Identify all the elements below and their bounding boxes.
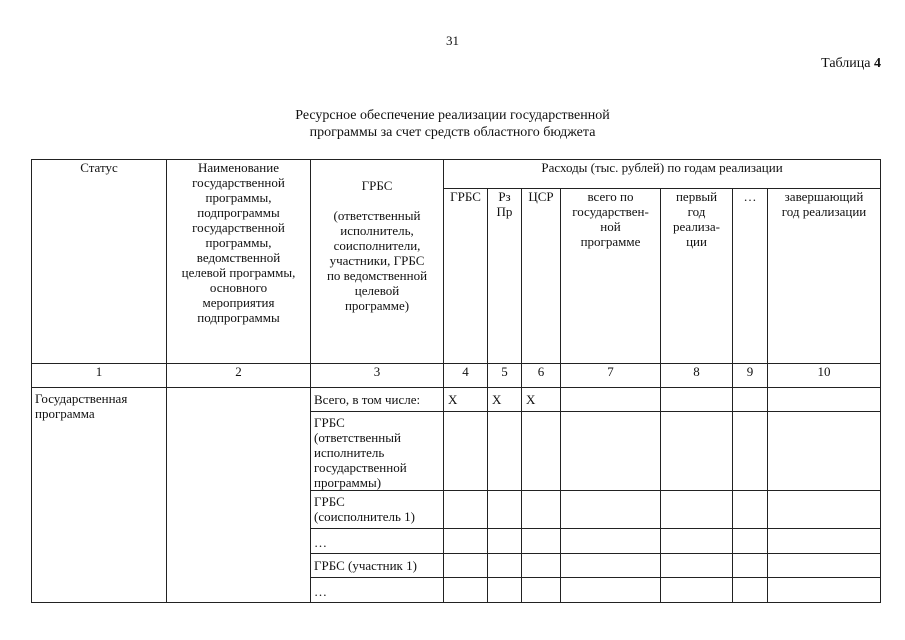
document-title — [0, 107, 905, 141]
header-expenses: Расходы (тыс. рублей) по годам реализации — [444, 160, 881, 189]
csr-mark: X — [522, 388, 561, 412]
value-cell — [733, 388, 768, 412]
header-sub-final-line: завершающий — [784, 189, 864, 204]
row-grbs-participant: ГРБС (участник 1) — [311, 554, 444, 578]
row-line: программы) — [314, 475, 382, 490]
row-line: ГРБС — [314, 415, 345, 430]
column-number: 1 — [32, 364, 167, 388]
header-sub-dots: … — [733, 189, 768, 364]
header-grbs — [311, 160, 444, 364]
value-cell — [768, 388, 881, 412]
column-number: 10 — [768, 364, 881, 388]
header-sub-first-year — [661, 189, 733, 364]
page-number: 31 — [446, 33, 459, 48]
header-sub-first-line: ции — [686, 234, 707, 249]
header-sub-rzpr-line: Пр — [496, 204, 513, 219]
header-sub-total-line: государствен- — [572, 204, 649, 219]
table-label-word: Таблица — [821, 56, 871, 71]
header-grbs-line: целевой — [354, 283, 400, 298]
column-number: 6 — [522, 364, 561, 388]
header-name-line: государственной — [192, 220, 285, 235]
column-number: 8 — [661, 364, 733, 388]
header-name-line: программы, — [205, 190, 272, 205]
column-number-row — [32, 364, 881, 388]
title-line-2: программы за счет средств областного бюджета — [309, 125, 596, 140]
title-line-1: Ресурсное обеспечение реализации государственной — [295, 108, 610, 123]
header-status: Статус — [32, 160, 167, 364]
column-number: 7 — [561, 364, 661, 388]
rzpr-mark: X — [488, 388, 522, 412]
header-grbs-line: программе) — [344, 298, 410, 313]
header-sub-total-line: ной — [600, 219, 621, 234]
header-name-line: государственной — [192, 175, 285, 190]
column-number: 3 — [311, 364, 444, 388]
row-ellipsis: … — [311, 578, 444, 603]
row-grbs-responsible — [311, 412, 444, 491]
header-name-line: подпрограммы — [197, 205, 280, 220]
row-ellipsis: … — [311, 529, 444, 554]
header-sub-total-line: программе — [580, 234, 641, 249]
header-grbs-title: ГРБС — [361, 178, 393, 193]
header-name-line: программы, — [205, 235, 272, 250]
value-cell — [661, 388, 733, 412]
value-cell — [561, 388, 661, 412]
header-name-line: целевой программы, — [181, 265, 296, 280]
header-grbs-line: (ответственный — [333, 208, 421, 223]
header-sub-final-line: год реализации — [781, 204, 867, 219]
header-sub-total — [561, 189, 661, 364]
header-sub-grbs: ГРБС — [444, 189, 488, 364]
header-name-line: ведомственной — [196, 250, 281, 265]
grbs-mark: X — [444, 388, 488, 412]
header-grbs-line: участники, ГРБС — [329, 253, 425, 268]
header-grbs-line: соисполнители, — [333, 238, 421, 253]
header-name — [167, 160, 311, 364]
column-number: 9 — [733, 364, 768, 388]
header-sub-first-line: первый — [675, 189, 718, 204]
header-sub-csr: ЦСР — [522, 189, 561, 364]
row-line: исполнитель — [314, 445, 385, 460]
column-number: 5 — [488, 364, 522, 388]
row-grbs-coexecutor — [311, 491, 444, 529]
header-sub-total-line: всего по — [587, 189, 634, 204]
header-grbs-line: исполнитель, — [340, 223, 414, 238]
status-cell: Государственная программа — [32, 388, 167, 603]
header-sub-first-line: реализа- — [673, 219, 720, 234]
header-sub-rzpr — [488, 189, 522, 364]
row-line: (соисполнитель 1) — [314, 509, 415, 524]
row-total-label: Всего, в том числе: — [311, 388, 444, 412]
name-cell — [167, 388, 311, 603]
header-sub-final-year — [768, 189, 881, 364]
header-grbs-line: по ведомственной — [326, 268, 428, 283]
column-number: 4 — [444, 364, 488, 388]
header-name-line: Наименование — [198, 160, 279, 175]
table-row — [32, 388, 881, 412]
row-line: ГРБС — [314, 494, 345, 509]
table-label-number: 4 — [874, 56, 881, 71]
resource-table — [31, 159, 881, 603]
header-sub-rzpr-line: Рз — [498, 189, 511, 204]
header-name-line: основного — [209, 280, 268, 295]
row-line: (ответственный — [314, 430, 401, 445]
column-number: 2 — [167, 364, 311, 388]
table-label — [821, 56, 881, 72]
header-sub-first-line: год — [687, 204, 706, 219]
header-name-line: подпрограммы — [197, 310, 280, 325]
header-name-line: мероприятия — [202, 295, 275, 310]
row-line: государственной — [314, 460, 407, 475]
